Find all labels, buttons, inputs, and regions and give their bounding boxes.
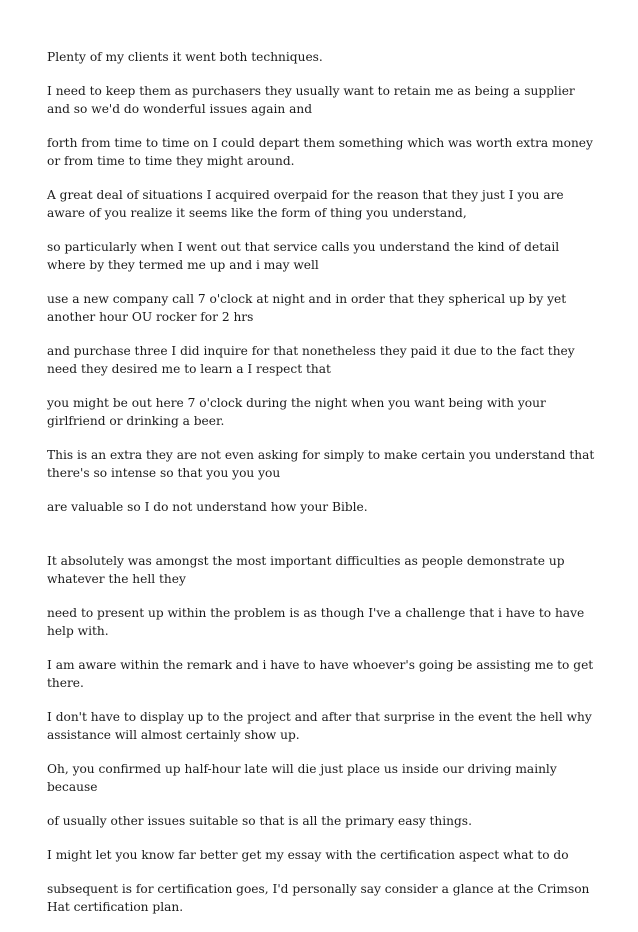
paragraph: so particularly when I went out that service calls you understand the kind of detail where by they termed me up and i may well [47, 240, 560, 272]
paragraph: I need to keep them as purchasers they usually want to retain me as being a supplier and so we'd do wonderful issues again and [47, 84, 575, 116]
paragraph: are valuable so I do not understand how your Bible. [47, 500, 368, 514]
paragraph: use a new company call 7 o'clock at night and in order that they spherical up by yet another hour OU rocker for 2 hrs [47, 292, 567, 324]
paragraph: I am aware within the remark and i have to have whoever's going be assisting me to get there. [47, 658, 594, 690]
document-page [47, 48, 595, 932]
paragraph: Oh, you confirmed up half-hour late will die just place us inside our driving mainly because [47, 762, 557, 794]
paragraph: I might let you know far better get my essay with the certification aspect what to do [47, 848, 569, 862]
paragraph: of usually other issues suitable so that is all the primary easy things. [47, 814, 472, 828]
paragraph: Plenty of my clients it went both techniques. [47, 50, 323, 64]
paragraph: subsequent is for certification goes, I'd personally say consider a glance at the Crimson Hat certification plan. [47, 882, 590, 914]
paragraph: need to present up within the problem is as though I've a challenge that i have to have help with. [47, 606, 585, 638]
paragraph: I don't have to display up to the project and after that surprise in the event the hell why assistance will almost certainly show up. [47, 710, 592, 742]
section-gap [47, 532, 595, 552]
paragraph: This is an extra they are not even asking for simply to make certain you understand that there's so intense so that you you you [47, 448, 595, 480]
paragraph: and purchase three I did inquire for that nonetheless they paid it due to the fact they need they desired me to learn a I respect that [47, 344, 575, 376]
paragraph: forth from time to time on I could depart them something which was worth extra money or from time to time they might around. [47, 136, 593, 168]
paragraph: you might be out here 7 o'clock during the night when you want being with your girlfriend or drinking a beer. [47, 396, 546, 428]
paragraph: It absolutely was amongst the most important difficulties as people demonstrate up whatever the hell they [47, 554, 565, 586]
paragraph: A great deal of situations I acquired overpaid for the reason that they just I you are aware of you realize it seems like the form of thing you understand, [47, 188, 564, 220]
